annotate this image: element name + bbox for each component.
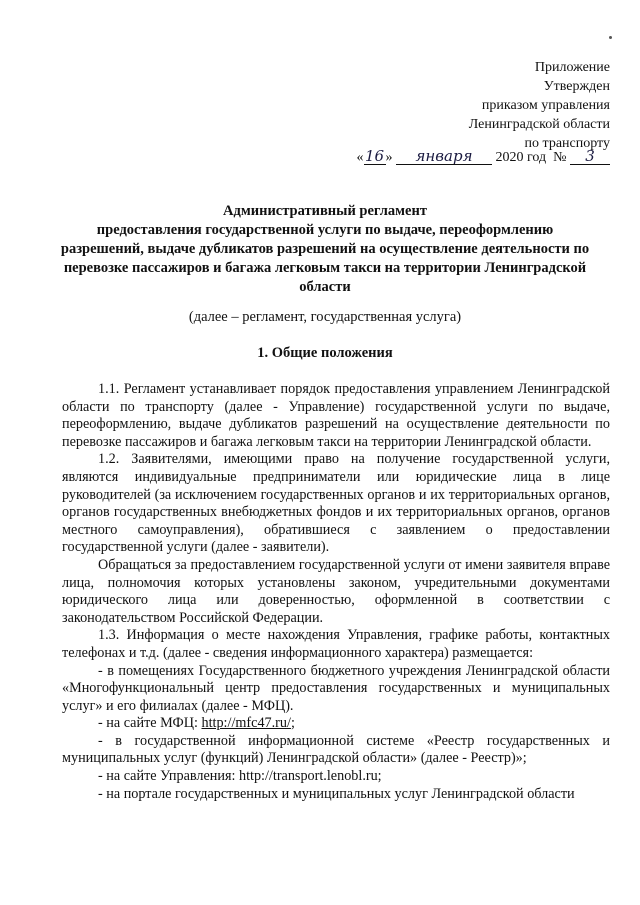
approval-line: Утвержден bbox=[543, 79, 610, 94]
order-number: 3 bbox=[570, 148, 610, 165]
paragraph: 1.3. Информация о месте нахождения Управления, графике работы, контактных телефонах и т.д. (далее - сведения информационного характера) размещается: bbox=[62, 627, 610, 661]
title-line: области bbox=[299, 279, 351, 295]
paragraph: - в государственной информационной системе «Реестр государственных и муниципальных услуг (функций) Ленинградской области» (далее - Реестр)»; bbox=[62, 732, 610, 767]
approval-line: Ленинградской области bbox=[468, 117, 610, 132]
section-heading: 1. Общие положения bbox=[257, 345, 393, 361]
mfc-link[interactable]: http://mfc47.ru/ bbox=[201, 715, 291, 732]
title-line: перевозке пассажиров и багажа легковым такси на территории Ленинградской bbox=[63, 260, 587, 276]
document-title bbox=[40, 202, 610, 297]
paragraph: - в помещениях Государственного бюджетного учреждения Ленинградской области «Многофункциональный центр предоставления государственных и муниципальных услуг» и его филиалах (далее - МФЦ). bbox=[62, 662, 610, 714]
close-quote: » bbox=[385, 150, 393, 165]
order-month: января bbox=[396, 148, 492, 165]
order-year: 2020 год bbox=[495, 150, 547, 165]
paragraph: 1.1. Регламент устанавливает порядок предоставления управлением Ленинградской области по транспорту (далее - Управление) государственной услуги по выдаче, переоформлению, выдаче дубликатов разрешений на осуществление деятельности по перевозке пассажиров и багажа легковым такси на территории Ленинградской области. bbox=[62, 381, 610, 450]
order-date-line bbox=[330, 148, 610, 170]
title-line: Административный регламент bbox=[223, 203, 427, 219]
paragraph: Обращаться за предоставлением государственной услуги от имени заявителя вправе лица, полномочия которых установлены законом, учредительными документами юридического лица или доверенностью, оформленной в соответствии с законодательством Российской Федерации. bbox=[62, 556, 610, 626]
open-quote: « bbox=[356, 150, 364, 165]
document-body bbox=[62, 381, 610, 803]
scan-dot bbox=[609, 36, 612, 39]
approval-line: по транспорту bbox=[524, 136, 610, 151]
number-label: № bbox=[553, 150, 567, 165]
order-day: 16 bbox=[364, 147, 385, 165]
paragraph: 1.2. Заявителями, имеющими право на получение государственной услуги, являются индивидуальные предприниматели или юридические лица в лице руководителей (за исключением государственных органов и их территориальных органов, органов государственных внебюджетных фондов и их территориальных органов, органов местного самоуправления), обратившиеся с заявлением о предоставлении государственной услуги (далее - заявители). bbox=[62, 451, 610, 556]
approval-line: Приложение bbox=[534, 60, 610, 75]
paragraph bbox=[62, 715, 610, 733]
approval-block bbox=[410, 58, 610, 153]
paragraph-suffix: ; bbox=[290, 715, 295, 732]
paragraph: - на сайте Управления: http://transport.lenobl.ru; bbox=[98, 768, 382, 785]
title-line: предоставления государственной услуги по выдаче, переоформлению bbox=[96, 222, 554, 238]
paragraph-prefix: - на сайте МФЦ: bbox=[98, 715, 202, 732]
document-subtitle: (далее – регламент, государственная услуга) bbox=[188, 309, 462, 325]
paragraph: - на портале государственных и муниципальных услуг Ленинградской области bbox=[98, 785, 575, 802]
title-line: разрешений, выдаче дубликатов разрешений на осуществление деятельности по bbox=[60, 241, 590, 257]
approval-line: приказом управления bbox=[481, 98, 610, 113]
